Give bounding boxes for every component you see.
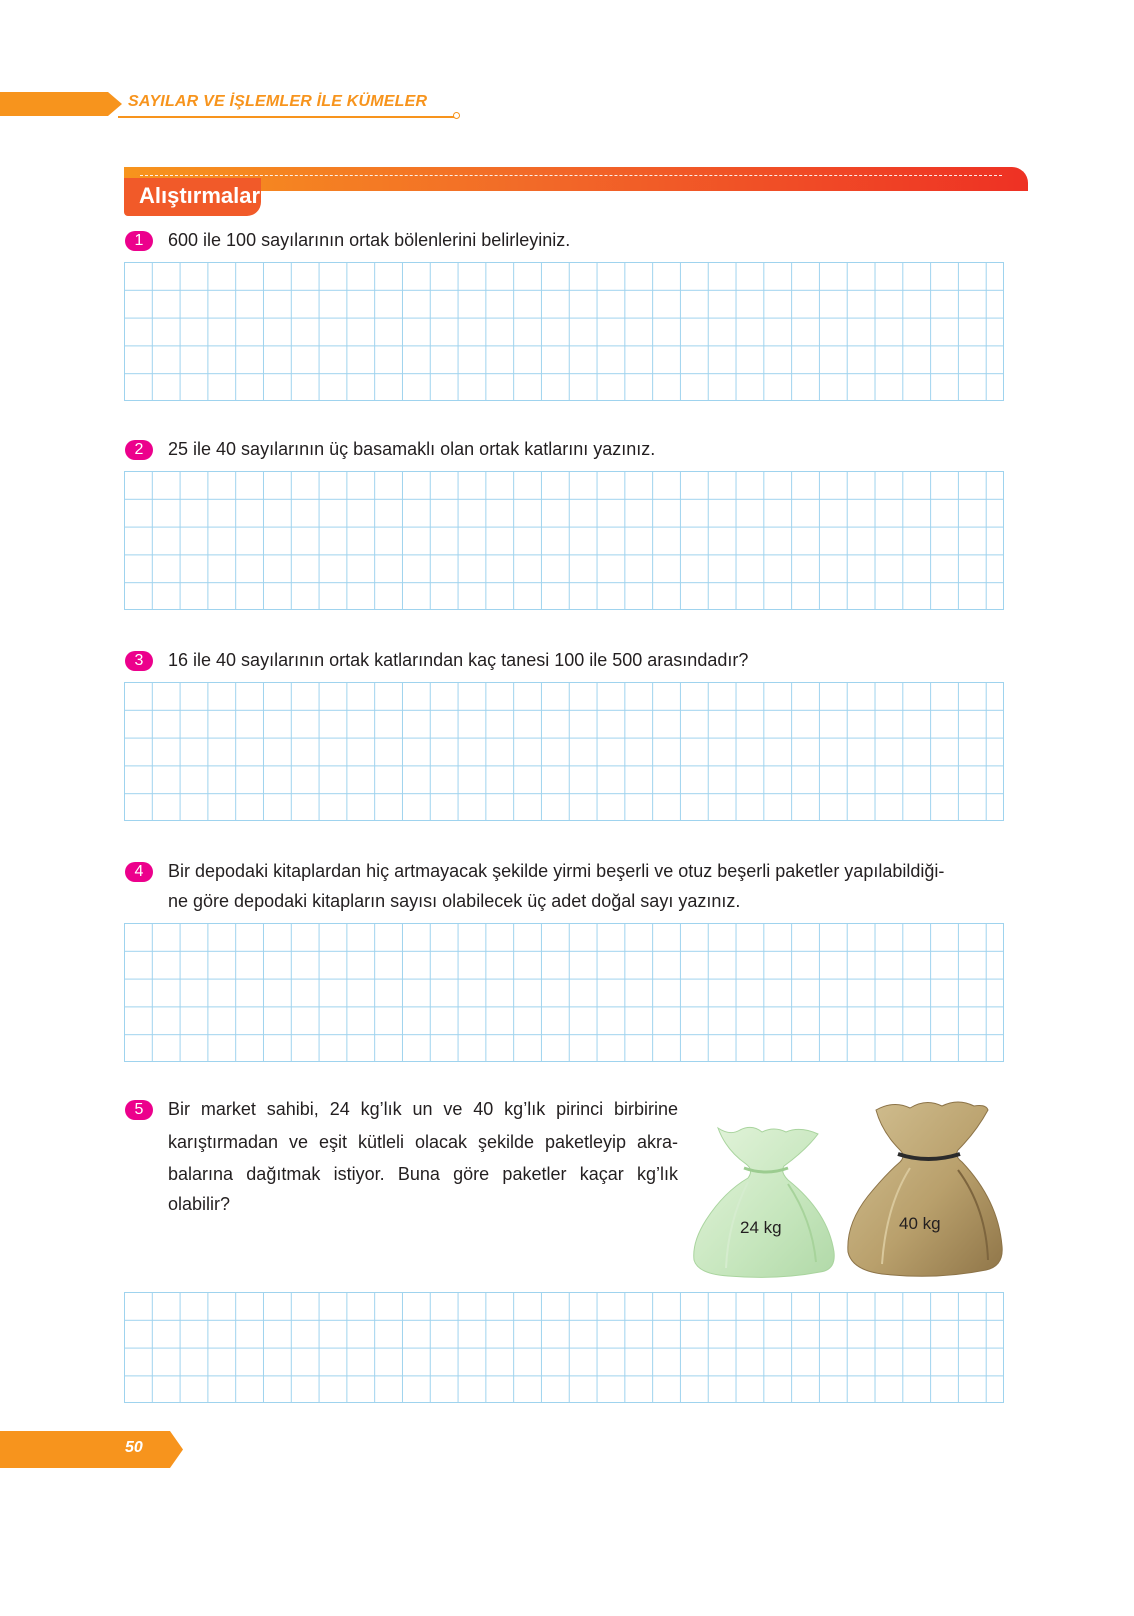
question-5-text-line-3: balarına dağıtmak istiyor. Buna göre paketler kaçar kg’lık xyxy=(168,1164,678,1184)
flour-bag-illustration xyxy=(688,1122,840,1282)
question-5-text-line-2: karıştırmadan ve eşit kütleli olacak şekilde paketleyip akra- xyxy=(168,1132,678,1152)
question-4-text-line-1: Bir depodaki kitaplardan hiç artmayacak şekilde yirmi beşerli ve otuz beşerli paketler yapılabildiği- xyxy=(168,861,945,881)
question-1-text: 600 ile 100 sayılarının ortak bölenlerini belirleyiniz. xyxy=(168,230,571,250)
flour-bag-label: 24 kg xyxy=(740,1218,782,1237)
answer-grid-3[interactable] xyxy=(124,682,1004,821)
answer-grid-5[interactable] xyxy=(124,1292,1004,1403)
header-dot xyxy=(453,112,460,119)
question-4-text-line-2: ne göre depodaki kitapların sayısı olabilecek üç adet doğal sayı yazınız. xyxy=(168,891,741,911)
question-5-text-line-4: olabilir? xyxy=(168,1194,231,1214)
section-title: SAYILAR VE İŞLEMLER İLE KÜMELER xyxy=(128,93,428,110)
band-dash-line xyxy=(140,175,1002,176)
answer-grid-2[interactable] xyxy=(124,471,1004,610)
answer-grid-1[interactable] xyxy=(124,262,1004,401)
page-number-tab xyxy=(0,1431,183,1468)
question-number-1: 1 xyxy=(125,231,153,251)
rice-bag-label: 40 kg xyxy=(899,1214,941,1233)
question-number-3: 3 xyxy=(125,651,153,671)
rice-bag-illustration xyxy=(846,1096,1006,1282)
page-number: 50 xyxy=(125,1439,143,1456)
header-underline xyxy=(118,116,454,118)
question-3-text: 16 ile 40 sayılarının ortak katlarından kaç tanesi 100 ile 500 arasındadır? xyxy=(168,650,749,670)
question-number-4: 4 xyxy=(125,862,153,882)
question-number-2: 2 xyxy=(125,440,153,460)
exercises-heading: Alıştırmalar xyxy=(139,183,261,208)
question-number-5: 5 xyxy=(125,1100,153,1120)
answer-grid-4[interactable] xyxy=(124,923,1004,1062)
header-tab xyxy=(0,92,122,116)
question-2-text: 25 ile 40 sayılarının üç basamaklı olan ortak katlarını yazınız. xyxy=(168,439,656,459)
question-5-text-line-1: Bir market sahibi, 24 kg’lık un ve 40 kg’lık pirinci birbirine xyxy=(168,1099,678,1119)
